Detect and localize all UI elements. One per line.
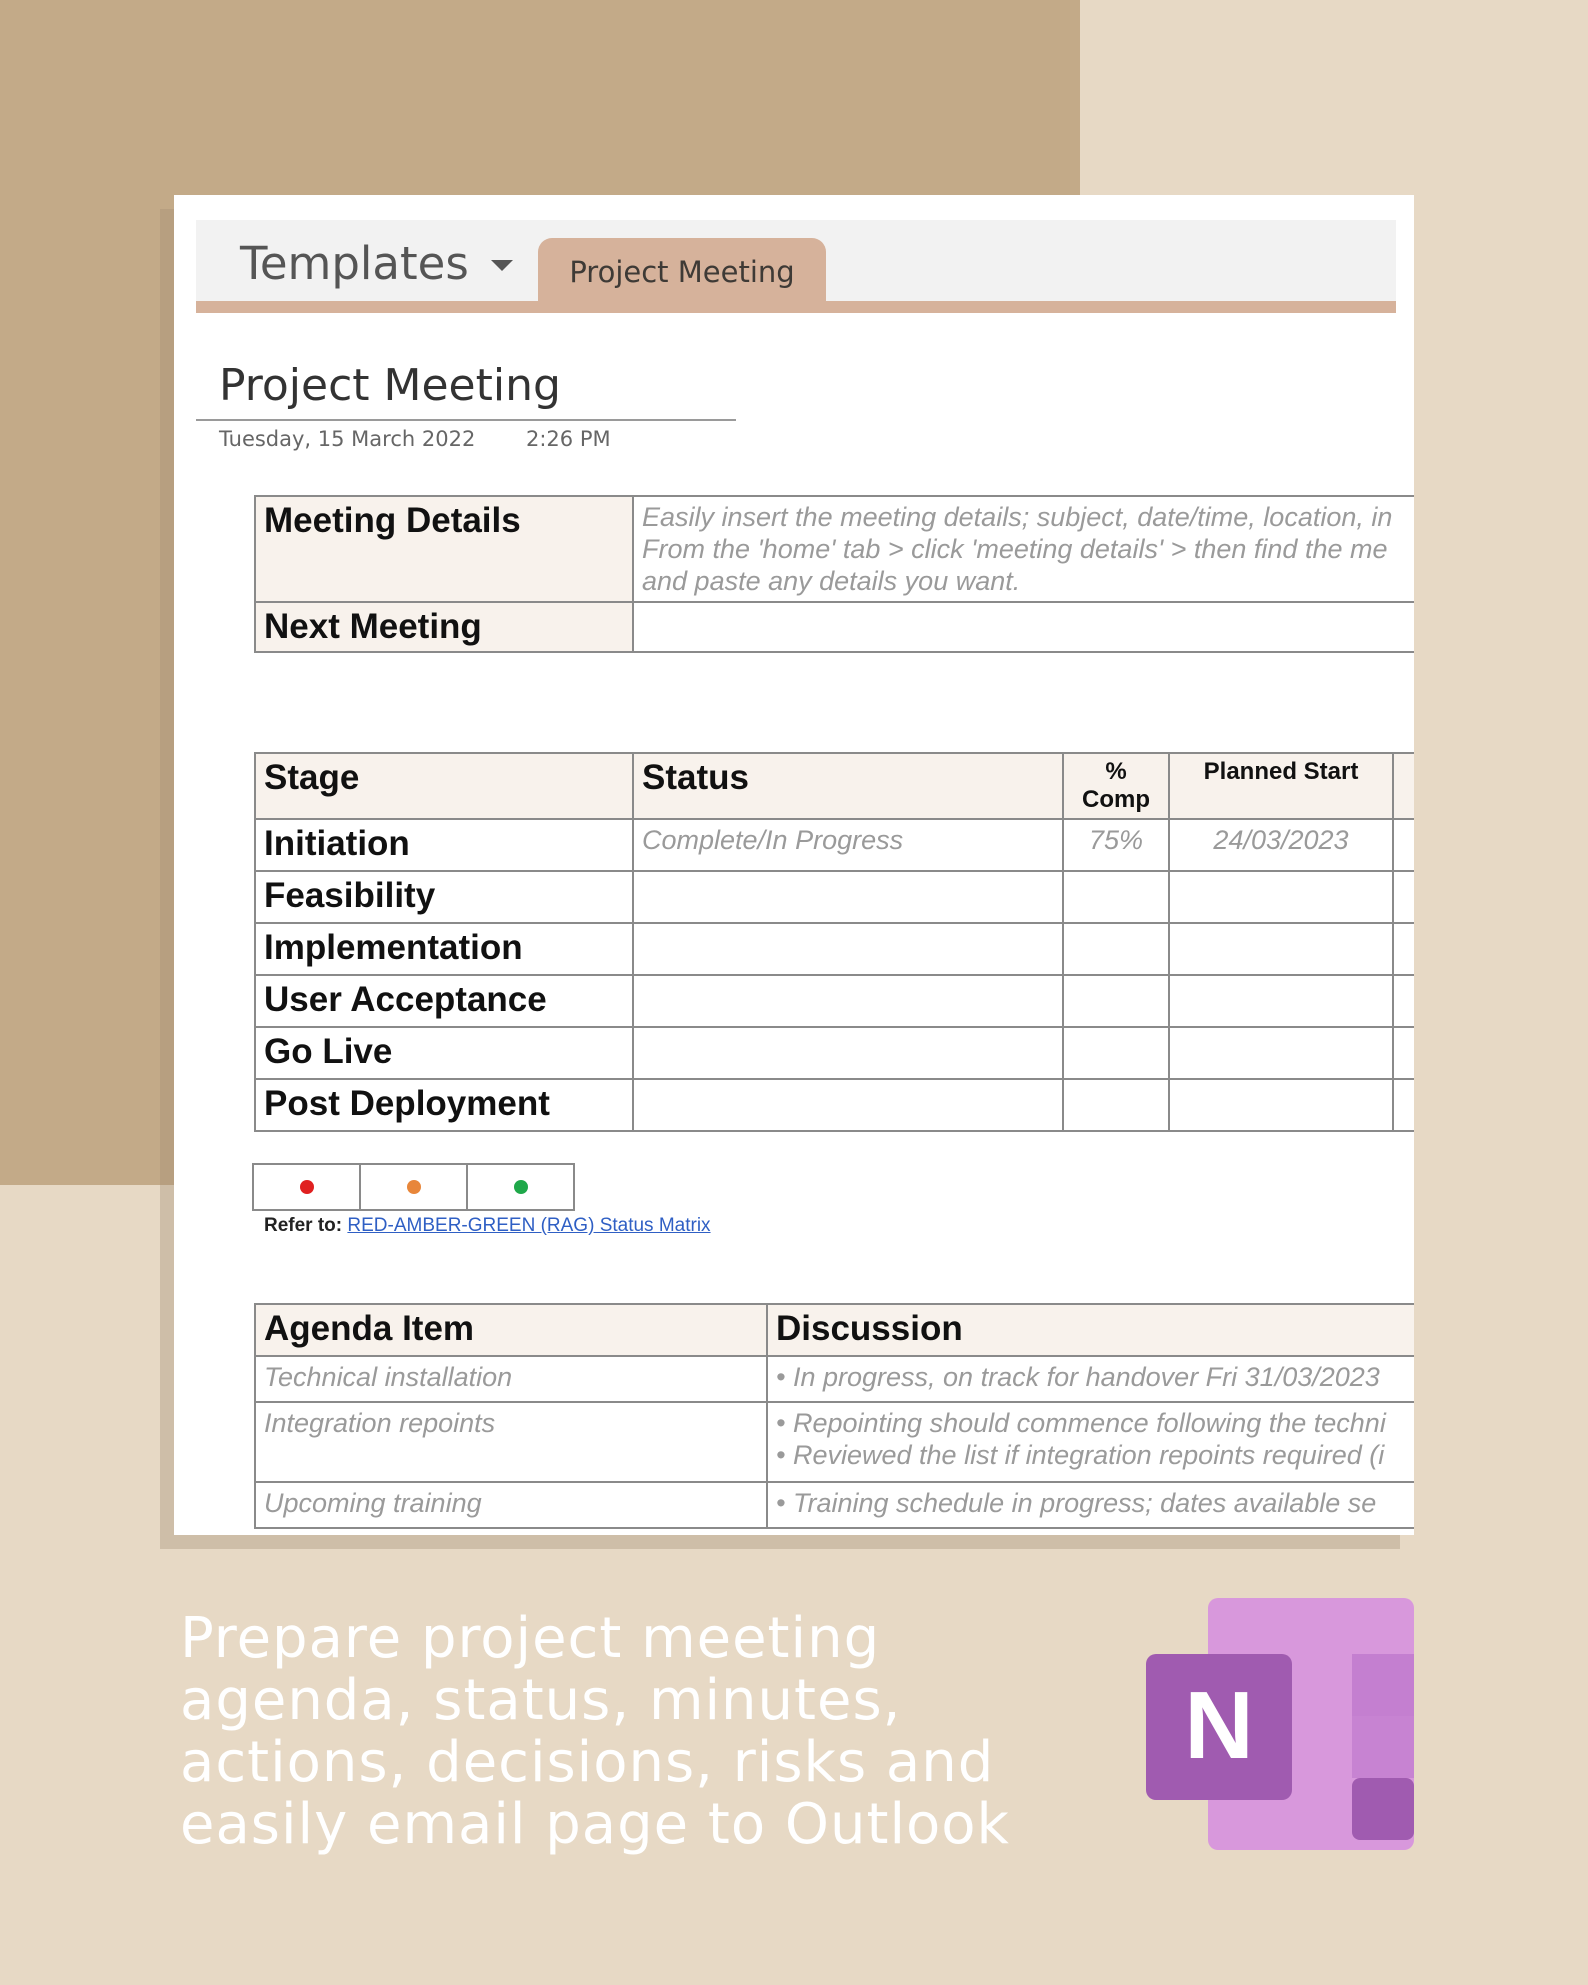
stage-cell: Implementation xyxy=(255,923,633,975)
discussion-line: Repointing should commence following the techni xyxy=(792,1408,1386,1438)
discussion-cell[interactable]: • Repointing should commence following the techni • Reviewed the list if integration repoints required (i xyxy=(767,1402,1414,1482)
title-divider xyxy=(196,419,736,421)
agenda-item-cell[interactable]: Technical installation xyxy=(255,1356,767,1402)
stage-cell: Go Live xyxy=(255,1027,633,1079)
pct-cell[interactable]: 75% xyxy=(1063,819,1169,871)
green-dot-icon xyxy=(514,1180,528,1194)
planned-cell[interactable] xyxy=(1169,975,1393,1027)
pct-cell[interactable] xyxy=(1063,871,1169,923)
planned-start-header: Planned Start xyxy=(1169,753,1393,819)
pct-cell[interactable] xyxy=(1063,975,1169,1027)
discussion-line: Reviewed the list if integration repoints required (i xyxy=(792,1440,1385,1470)
planned-cell[interactable] xyxy=(1169,1079,1393,1131)
planned-cell[interactable]: 24/03/2023 xyxy=(1169,819,1393,871)
table-row xyxy=(255,1356,1414,1402)
table-row xyxy=(255,1402,1414,1482)
table-row xyxy=(255,1027,1414,1079)
status-cell[interactable] xyxy=(633,975,1063,1027)
table-row xyxy=(255,975,1414,1027)
logo-band-mid-2 xyxy=(1352,1716,1414,1778)
red-dot-icon xyxy=(300,1180,314,1194)
status-cell[interactable] xyxy=(633,1027,1063,1079)
next-meeting-value[interactable] xyxy=(633,602,1414,652)
status-cell[interactable] xyxy=(633,1079,1063,1131)
discussion-header: Discussion xyxy=(767,1304,1414,1356)
onenote-page-card xyxy=(174,195,1414,1535)
discussion-line: In progress, on track for handover Fri 31/03/2023 xyxy=(792,1362,1380,1392)
table-row xyxy=(255,871,1414,923)
meeting-details-hint[interactable]: Easily insert the meeting details; subject, date/time, location, in From the 'home' tab > click 'meeting details' > then find the me and paste any details you want. xyxy=(633,496,1414,602)
templates-dropdown[interactable] xyxy=(240,237,513,290)
extra-cell[interactable] xyxy=(1393,1027,1414,1079)
page-title[interactable]: Project Meeting xyxy=(219,360,561,411)
meeting-details-table xyxy=(254,495,1414,653)
status-cell[interactable]: Complete/In Progress xyxy=(633,819,1063,871)
pct-cell[interactable] xyxy=(1063,1027,1169,1079)
stage-status-table xyxy=(254,752,1414,1132)
page-date: Tuesday, 15 March 2022 xyxy=(219,427,476,451)
logo-band-dark xyxy=(1352,1778,1414,1840)
promo-tagline: Prepare project meeting agenda, status, minutes, actions, decisions, risks and easily email page to Outlook xyxy=(180,1606,1010,1857)
chevron-down-icon xyxy=(491,260,513,271)
discussion-cell[interactable]: • In progress, on track for handover Fri 31/03/2023 xyxy=(767,1356,1414,1402)
extra-cell[interactable] xyxy=(1393,975,1414,1027)
stage-cell: User Acceptance xyxy=(255,975,633,1027)
rag-green-cell xyxy=(466,1163,575,1211)
table-row xyxy=(255,923,1414,975)
table-row xyxy=(255,1482,1414,1528)
agenda-item-cell[interactable]: Integration repoints xyxy=(255,1402,767,1482)
pct-cell[interactable] xyxy=(1063,923,1169,975)
logo-band-mid xyxy=(1352,1654,1414,1716)
stage-cell: Initiation xyxy=(255,819,633,871)
stage-header: Stage xyxy=(255,753,633,819)
agenda-item-header: Agenda Item xyxy=(255,1304,767,1356)
extra-cell[interactable] xyxy=(1393,1079,1414,1131)
pct-comp-header: % Comp xyxy=(1063,753,1169,819)
extra-cell[interactable] xyxy=(1393,819,1414,871)
rag-matrix-link[interactable]: RED-AMBER-GREEN (RAG) Status Matrix xyxy=(347,1215,711,1236)
extra-cell[interactable] xyxy=(1393,871,1414,923)
meeting-details-label: Meeting Details xyxy=(255,496,633,602)
amber-dot-icon xyxy=(407,1180,421,1194)
rag-reference xyxy=(264,1215,711,1237)
discussion-line: Training schedule in progress; dates available se xyxy=(792,1488,1377,1518)
agenda-item-cell[interactable]: Upcoming training xyxy=(255,1482,767,1528)
rag-amber-cell xyxy=(359,1163,468,1211)
pct-cell[interactable] xyxy=(1063,1079,1169,1131)
planned-cell[interactable] xyxy=(1169,923,1393,975)
status-header: Status xyxy=(633,753,1063,819)
status-cell[interactable] xyxy=(633,871,1063,923)
extra-cell[interactable] xyxy=(1393,923,1414,975)
rag-red-cell xyxy=(252,1163,361,1211)
templates-label: Templates xyxy=(240,237,469,290)
next-meeting-label: Next Meeting xyxy=(255,602,633,652)
agenda-table xyxy=(254,1303,1414,1529)
page-time: 2:26 PM xyxy=(526,427,611,451)
onenote-logo-icon xyxy=(1146,1598,1414,1850)
stage-cell: Feasibility xyxy=(255,871,633,923)
refer-prefix: Refer to: xyxy=(264,1215,343,1236)
table-row xyxy=(255,1079,1414,1131)
stage-cell: Post Deployment xyxy=(255,1079,633,1131)
tab-project-meeting[interactable]: Project Meeting xyxy=(538,238,826,306)
discussion-cell[interactable]: • Training schedule in progress; dates available se xyxy=(767,1482,1414,1528)
rag-legend xyxy=(254,1163,575,1211)
logo-letter: N xyxy=(1184,1672,1254,1779)
status-cell[interactable] xyxy=(633,923,1063,975)
extra-column-header xyxy=(1393,753,1414,819)
planned-cell[interactable] xyxy=(1169,871,1393,923)
planned-cell[interactable] xyxy=(1169,1027,1393,1079)
table-row xyxy=(255,819,1414,871)
